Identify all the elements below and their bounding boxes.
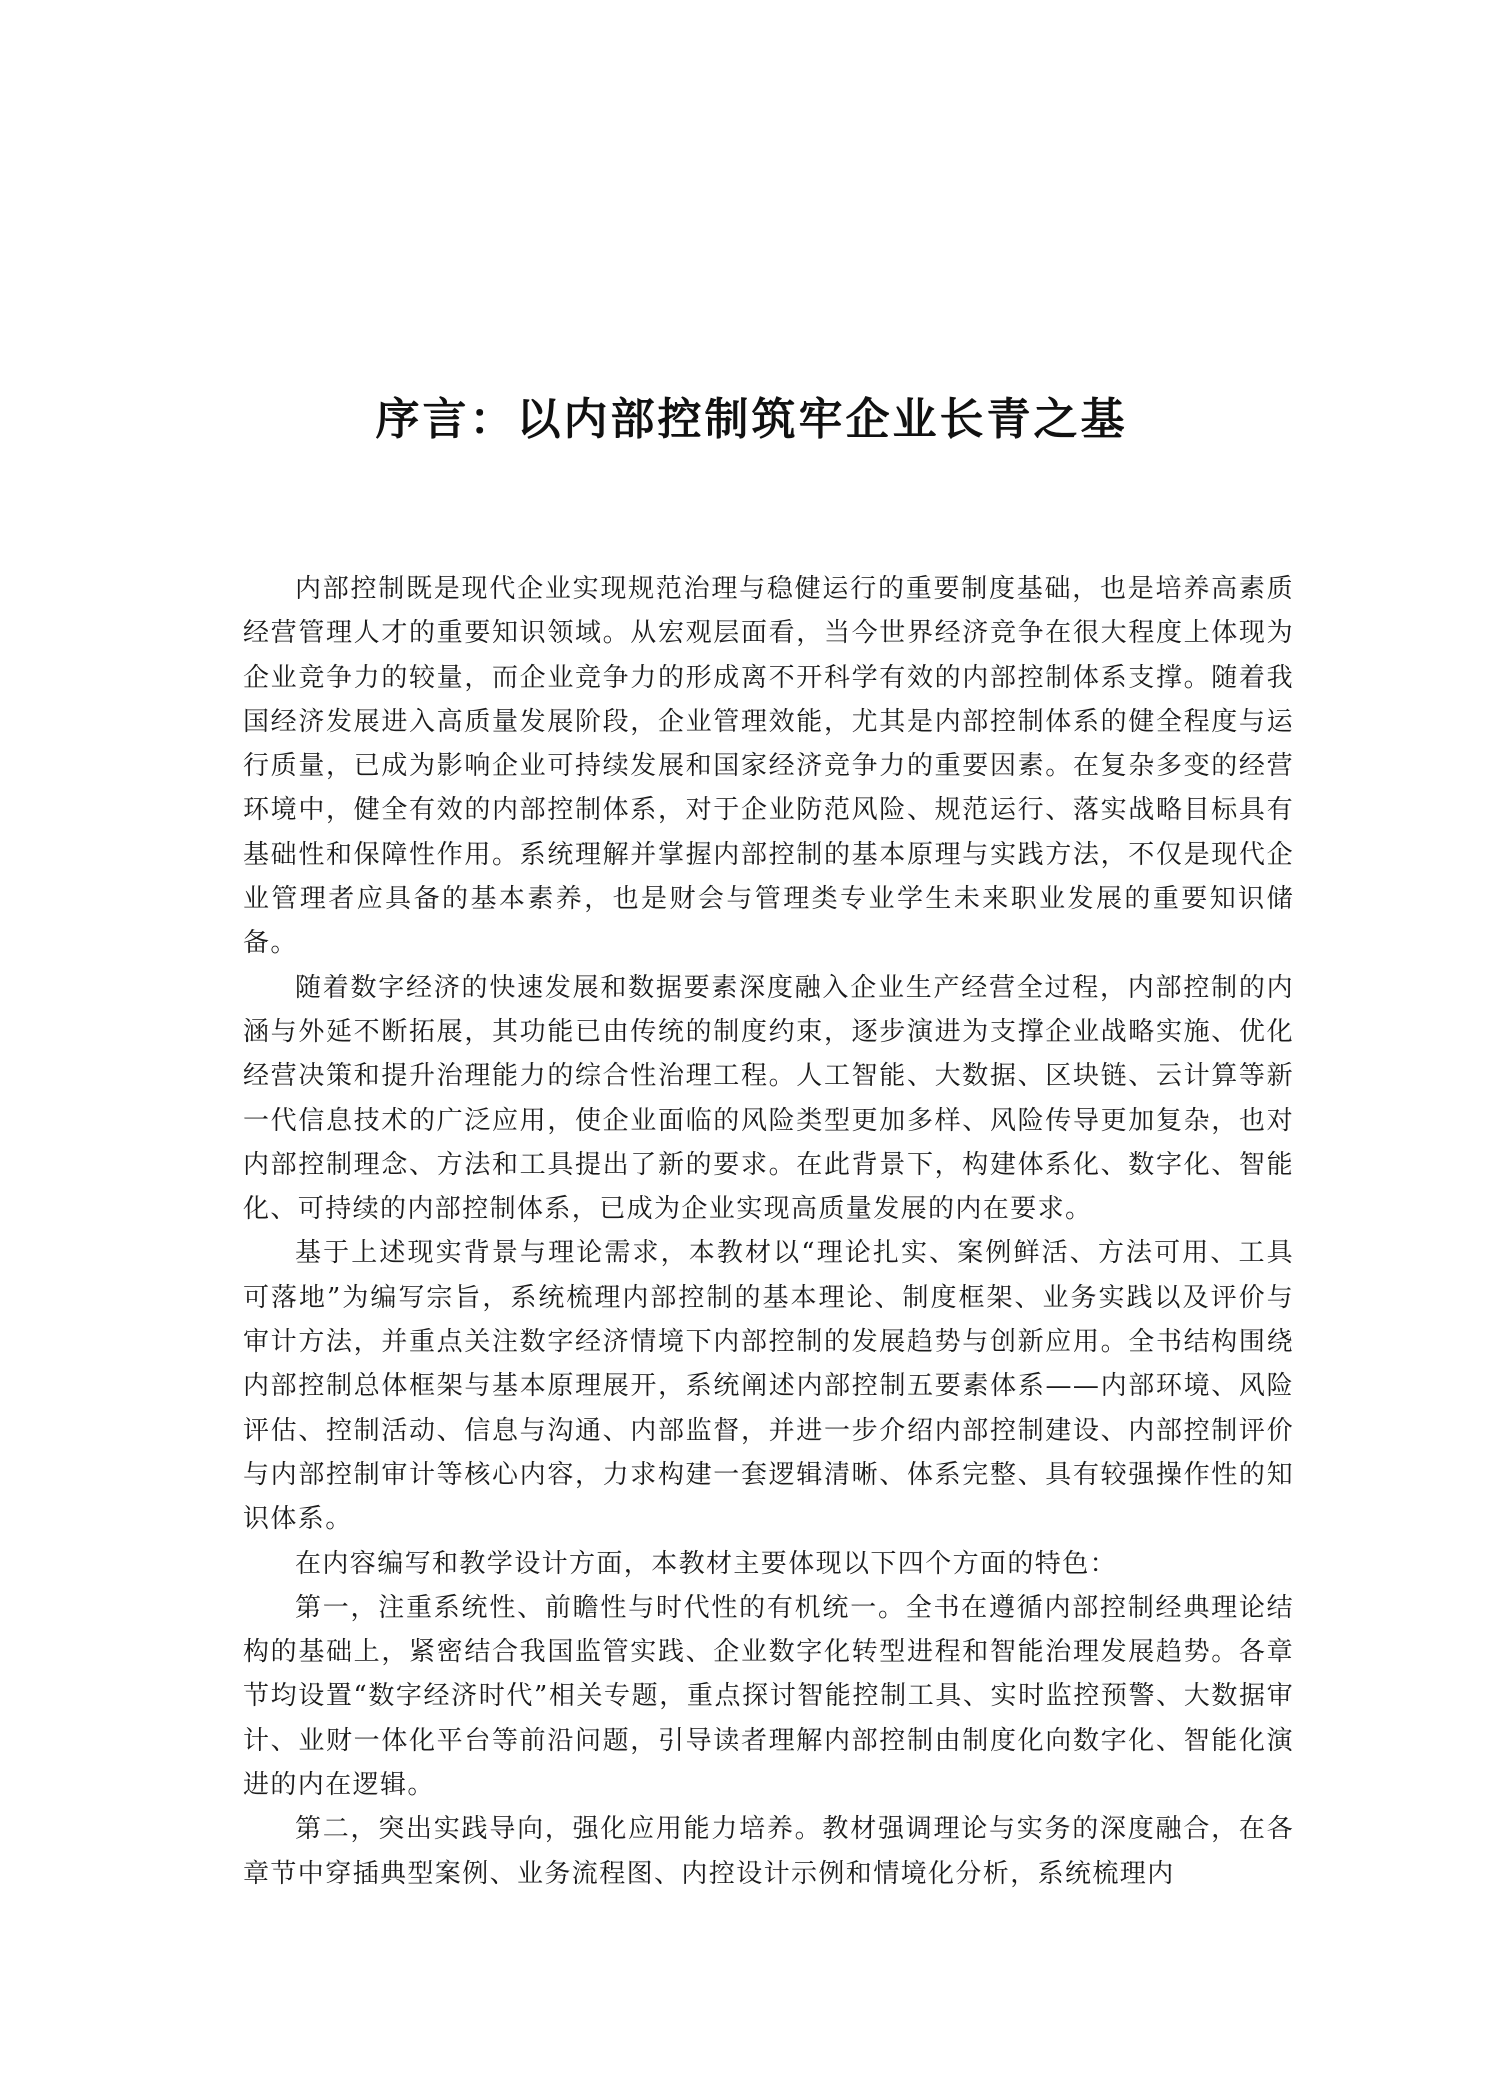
paragraph: 第二，突出实践导向，强化应用能力培养。教材强调理论与实务的深度融合，在各章节中穿插典型案例、业务流程图、内控设计示例和情境化分析，系统梳理内 bbox=[243, 1814, 1294, 1889]
paragraph: 随着数字经济的快速发展和数据要素深度融入企业生产经营全过程，内部控制的内涵与外延不断拓展，其功能已由传统的制度约束，逐步演进为支撑企业战略实施、优化经营决策和提升治理能力的综合性治理工程。人工智能、大数据、区块链、云计算等新一代信息技术的广泛应用，使企业面临的风险类型更加多样、风险传导更加复杂，也对内部控制理念、方法和工具提出了新的要求。在此背景下，构建体系化、数字化、智能化、可持续的内部控制体系，已成为企业实现高质量发展的内在要求。 bbox=[243, 972, 1294, 1225]
paragraph: 第一，注重系统性、前瞻性与时代性的有机统一。全书在遵循内部控制经典理论结构的基础上，紧密结合我国监管实践、企业数字化转型进程和智能治理发展趋势。各章节均设置“数字经济时代”相关专题，重点探讨智能控制工具、实时监控预警、大数据审计、业财一体化平台等前沿问题，引导读者理解内部控制由制度化向数字化、智能化演进的内在逻辑。 bbox=[243, 1592, 1294, 1801]
document-body bbox=[243, 567, 1294, 1896]
document-title: 序言：以内部控制筑牢企业长青之基 bbox=[375, 394, 1128, 445]
paragraph: 基于上述现实背景与理论需求，本教材以“理论扎实、案例鲜活、方法可用、工具可落地”为编写宗旨，系统梳理内部控制的基本理论、制度框架、业务实践以及评价与审计方法，并重点关注数字经济情境下内部控制的发展趋势与创新应用。全书结构围绕内部控制总体框架与基本原理展开，系统阐述内部控制五要素体系——内部环境、风险评估、控制活动、信息与沟通、内部监督，并进一步介绍内部控制建设、内部控制评价与内部控制审计等核心内容，力求构建一套逻辑清晰、体系完整、具有较强操作性的知识体系。 bbox=[243, 1238, 1294, 1535]
paragraph: 在内容编写和教学设计方面，本教材主要体现以下四个方面的特色： bbox=[295, 1548, 1118, 1579]
paragraph: 内部控制既是现代企业实现规范治理与稳健运行的重要制度基础，也是培养高素质经营管理人才的重要知识领域。从宏观层面看，当今世界经济竞争在很大程度上体现为企业竞争力的较量，而企业竞争力的形成离不开科学有效的内部控制体系支撑。随着我国经济发展进入高质量发展阶段，企业管理效能，尤其是内部控制体系的健全程度与运行质量，已成为影响企业可持续发展和国家经济竞争力的重要因素。在复杂多变的经营环境中，健全有效的内部控制体系，对于企业防范风险、规范运行、落实战略目标具有基础性和保障性作用。系统理解并掌握内部控制的基本原理与实践方法，不仅是现代企业管理者应具备的基本素养，也是财会与管理类专业学生未来职业发展的重要知识储备。 bbox=[243, 574, 1294, 959]
